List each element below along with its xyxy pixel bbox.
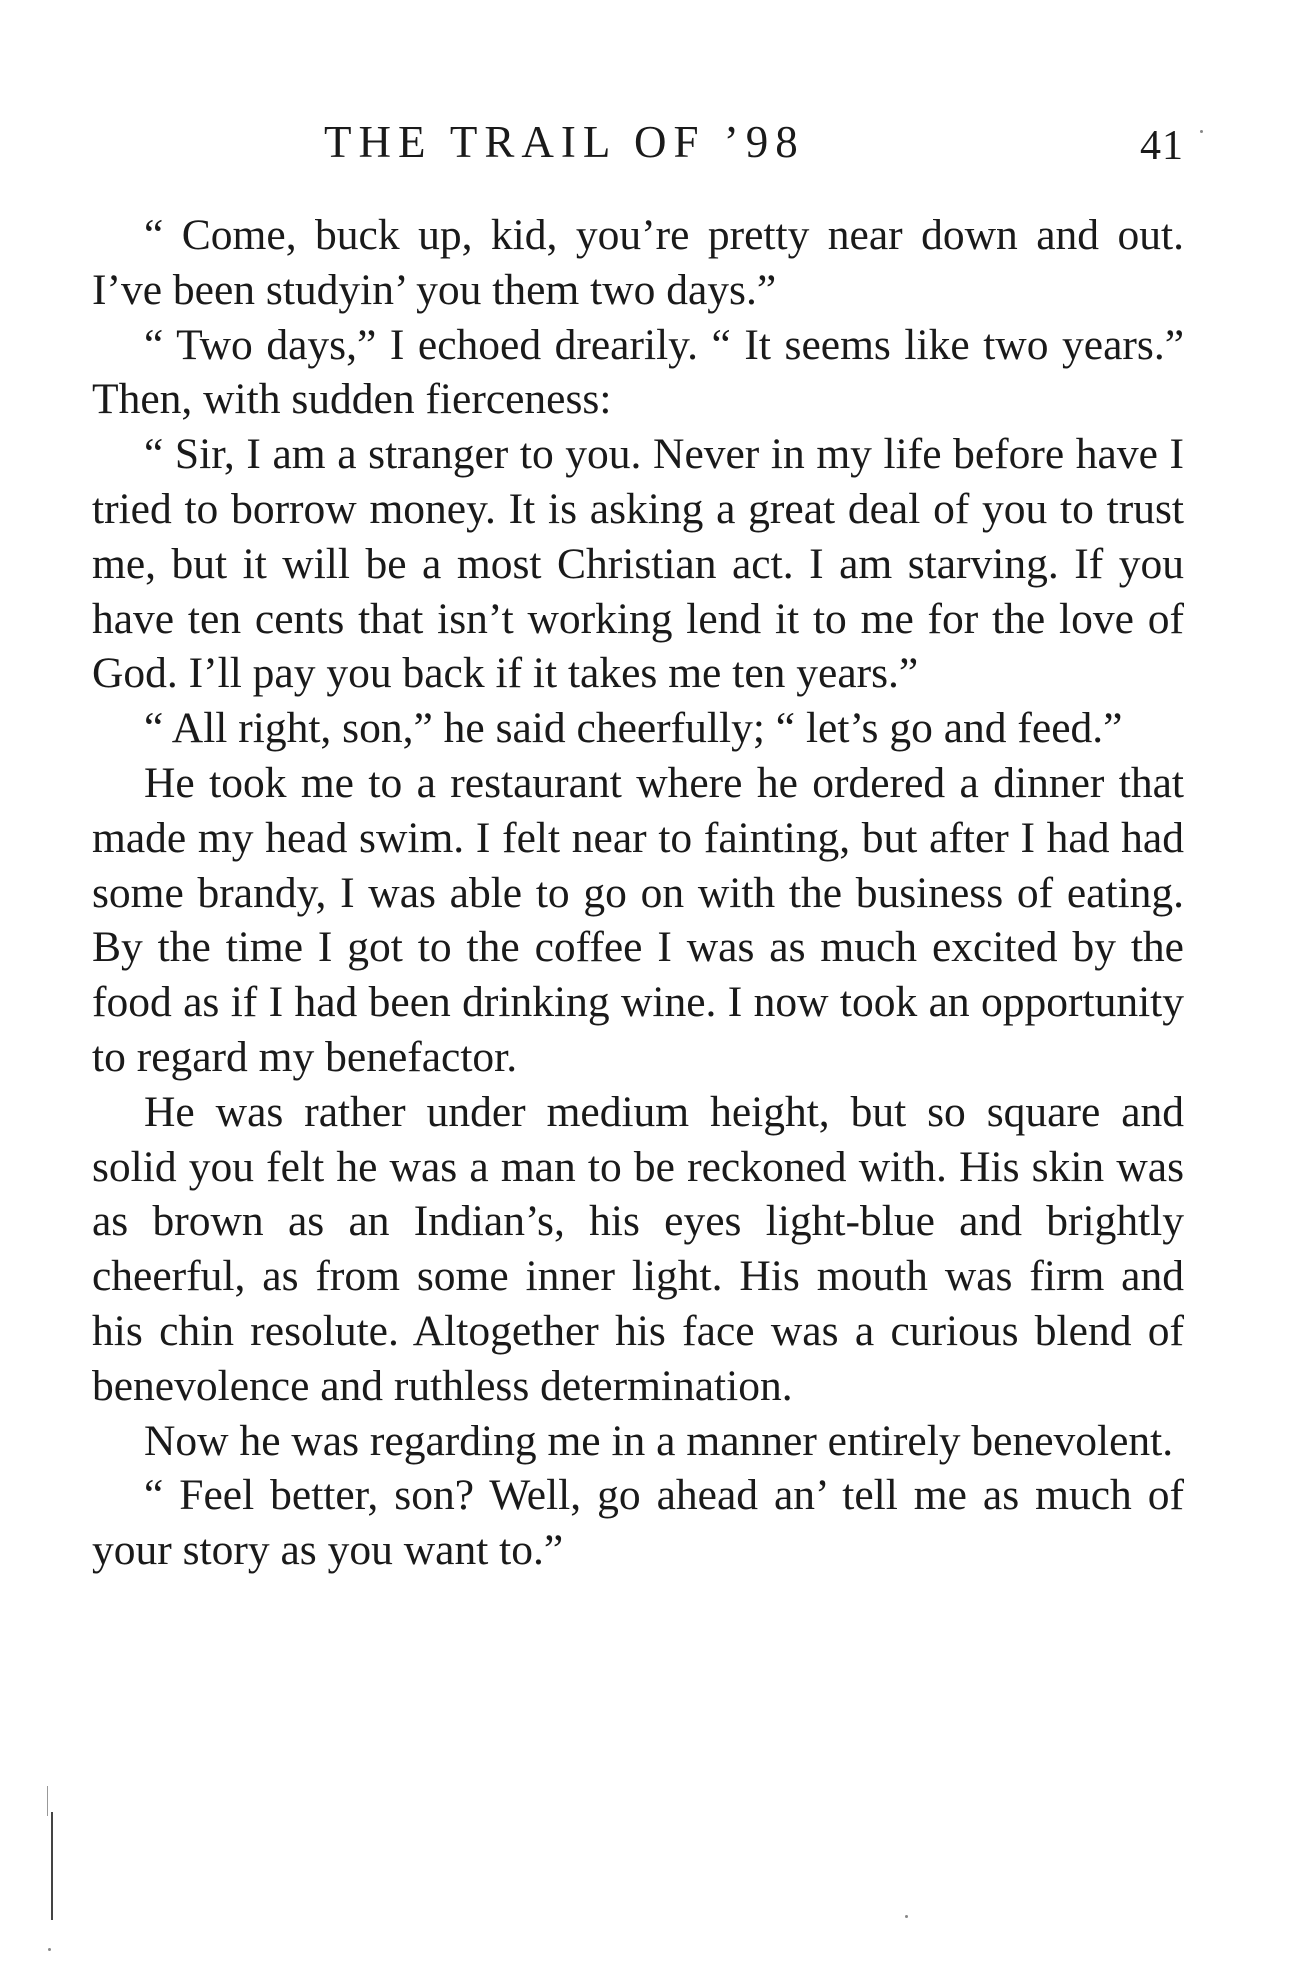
body-text: [92, 208, 1184, 1578]
scan-speck: [48, 1948, 51, 1951]
running-head-title: THE TRAIL OF ’98: [324, 117, 805, 167]
paragraph: He took me to a restaurant where he ordered a dinner that made my head swim. I felt near to fainting, but after I had had some brandy, I was able to go on with the business of eating. By the time I got to the coffee I was as much excited by the food as if I had been drinking wine. I now took an opportunity to regard my benefactor.: [92, 758, 1184, 1081]
paragraph: “ Two days,” I echoed drearily. “ It seems like two years.” Then, with sudden fierceness:: [92, 320, 1184, 424]
margin-scan-line: [51, 1812, 53, 1920]
paragraph: “ Feel better, son? Well, go ahead an’ tell me as much of your story as you want to.”: [92, 1471, 1184, 1575]
margin-scan-mark: [47, 1786, 48, 1816]
paragraph: “ All right, son,” he said cheerfully; “ let’s go and feed.”: [144, 704, 1123, 753]
page-number: 41: [1140, 123, 1184, 169]
scan-speck: [1200, 130, 1203, 133]
paragraph: “ Come, buck up, kid, you’re pretty near down and out. I’ve been studyin’ you them two days.”: [92, 211, 1184, 314]
paragraph: “ Sir, I am a stranger to you. Never in my life before have I tried to borrow money. It is asking a great deal of you to trust me, but it will be a most Christian act. I am starving. If you have ten cents that isn’t working lend it to me for the love of God. I’ll pay you back if it takes me ten years.”: [92, 430, 1184, 698]
scan-speck: [905, 1915, 908, 1918]
paragraph: Now he was regarding me in a manner entirely benevolent.: [144, 1416, 1174, 1465]
paragraph: He was rather under medium height, but so square and solid you felt he was a man to be reckoned with. His skin was as brown as an Indian’s, his eyes light-blue and brightly cheerful, as from some inner light. His mouth was firm and his chin resolute. Altogether his face was a curious blend of benevolence and ruthless determination.: [92, 1087, 1184, 1410]
running-head: [92, 112, 1184, 172]
